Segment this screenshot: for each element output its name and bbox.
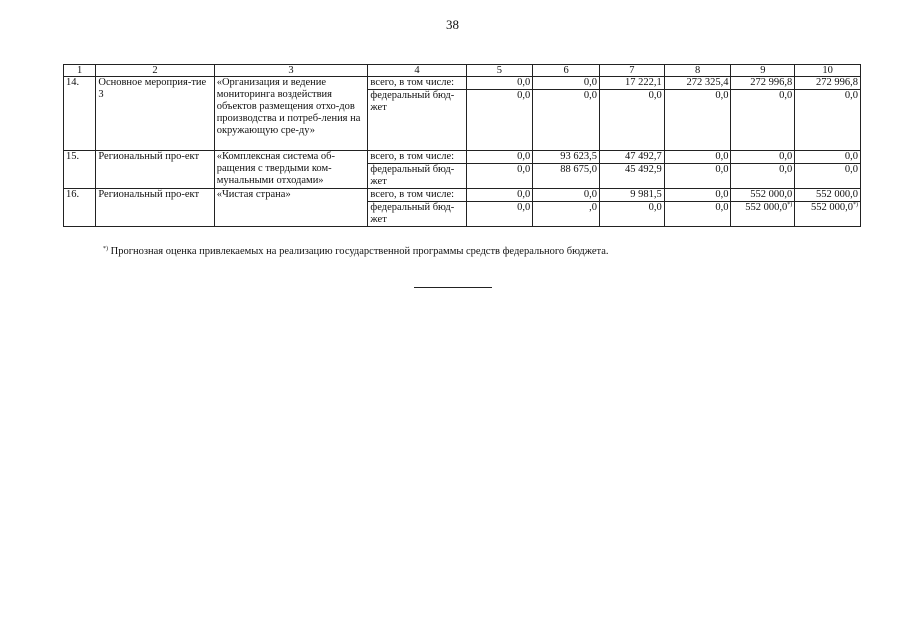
- value-text: 552 000,0: [811, 202, 853, 214]
- value-cell: 0,0: [533, 77, 600, 90]
- value-cell: 552 000,0: [731, 189, 795, 202]
- column-header: 9: [731, 65, 795, 77]
- value-cell: 88 675,0: [533, 164, 600, 189]
- value-cell: 0,0: [664, 164, 731, 189]
- value-cell: 552 000,0: [795, 189, 861, 202]
- value-cell: 0,0: [533, 90, 600, 151]
- column-header: 5: [466, 65, 533, 77]
- row-number: 16.: [64, 189, 96, 227]
- footnote-marker: *): [787, 202, 793, 209]
- value-cell: 0,0: [466, 90, 533, 151]
- value-cell: 0,0: [466, 164, 533, 189]
- row-number: 14.: [64, 77, 96, 151]
- value-cell: 272 325,4: [664, 77, 731, 90]
- value-cell: [731, 202, 795, 227]
- page-number: 38: [446, 17, 459, 32]
- table-row: [64, 77, 861, 90]
- value-cell: 0,0: [600, 90, 665, 151]
- value-cell: ,0: [533, 202, 600, 227]
- row-type: Региональный про-ект: [96, 151, 214, 189]
- value-cell: 0,0: [600, 202, 665, 227]
- row-title: «Комплексная система об-ращения с твердыми ком-мунальными отходами»: [214, 151, 368, 189]
- row-type: Основное мероприя-тие 3: [96, 77, 214, 151]
- value-cell: 45 492,9: [600, 164, 665, 189]
- value-cell: 0,0: [731, 164, 795, 189]
- column-header: 6: [533, 65, 600, 77]
- value-cell: 0,0: [795, 164, 861, 189]
- value-cell: 0,0: [466, 202, 533, 227]
- value-cell: 272 996,8: [795, 77, 861, 90]
- value-cell: 0,0: [533, 189, 600, 202]
- column-header: 3: [214, 65, 368, 77]
- value-cell: 0,0: [466, 77, 533, 90]
- value-cell: 0,0: [664, 151, 731, 164]
- value-cell: 0,0: [466, 189, 533, 202]
- value-cell: 0,0: [664, 90, 731, 151]
- column-header: 7: [600, 65, 665, 77]
- line-label: федеральный бюд-жет: [368, 164, 466, 189]
- table-row: [64, 189, 861, 202]
- divider-line: [414, 287, 492, 288]
- line-label: всего, в том числе:: [368, 151, 466, 164]
- line-label: федеральный бюд-жет: [368, 202, 466, 227]
- line-label: всего, в том числе:: [368, 77, 466, 90]
- column-header: 10: [795, 65, 861, 77]
- budget-table: [63, 64, 861, 227]
- footnote-text: Прогнозная оценка привлекаемых на реализацию государственной программы средств федерального бюджета.: [110, 246, 609, 257]
- value-cell: [795, 202, 861, 227]
- value-cell: 0,0: [731, 151, 795, 164]
- value-cell: 93 623,5: [533, 151, 600, 164]
- column-header: 2: [96, 65, 214, 77]
- value-cell: 0,0: [466, 151, 533, 164]
- row-title: «Чистая страна»: [214, 189, 368, 227]
- table-header-row: [64, 65, 861, 77]
- value-cell: 272 996,8: [731, 77, 795, 90]
- value-cell: 9 981,5: [600, 189, 665, 202]
- value-cell: 17 222,1: [600, 77, 665, 90]
- line-label: федеральный бюд-жет: [368, 90, 466, 151]
- value-cell: 0,0: [795, 151, 861, 164]
- row-number: 15.: [64, 151, 96, 189]
- table-row: [64, 151, 861, 164]
- footnote: [103, 246, 609, 257]
- value-cell: 0,0: [664, 202, 731, 227]
- value-text: 552 000,0: [745, 202, 788, 214]
- value-cell: 47 492,7: [600, 151, 665, 164]
- column-header: 4: [368, 65, 466, 77]
- value-cell: 0,0: [664, 189, 731, 202]
- value-cell: 0,0: [731, 90, 795, 151]
- line-label: всего, в том числе:: [368, 189, 466, 202]
- row-type: Региональный про-ект: [96, 189, 214, 227]
- column-header: 1: [64, 65, 96, 77]
- footnote-marker: *): [853, 202, 858, 209]
- value-cell: 0,0: [795, 90, 861, 151]
- row-title: «Организация и ведение мониторинга воздействия объектов размещения отхо-дов производства и потреб-ления на окружающую сре-ду»: [214, 77, 368, 151]
- footnote-marker: *): [103, 246, 108, 252]
- column-header: 8: [664, 65, 731, 77]
